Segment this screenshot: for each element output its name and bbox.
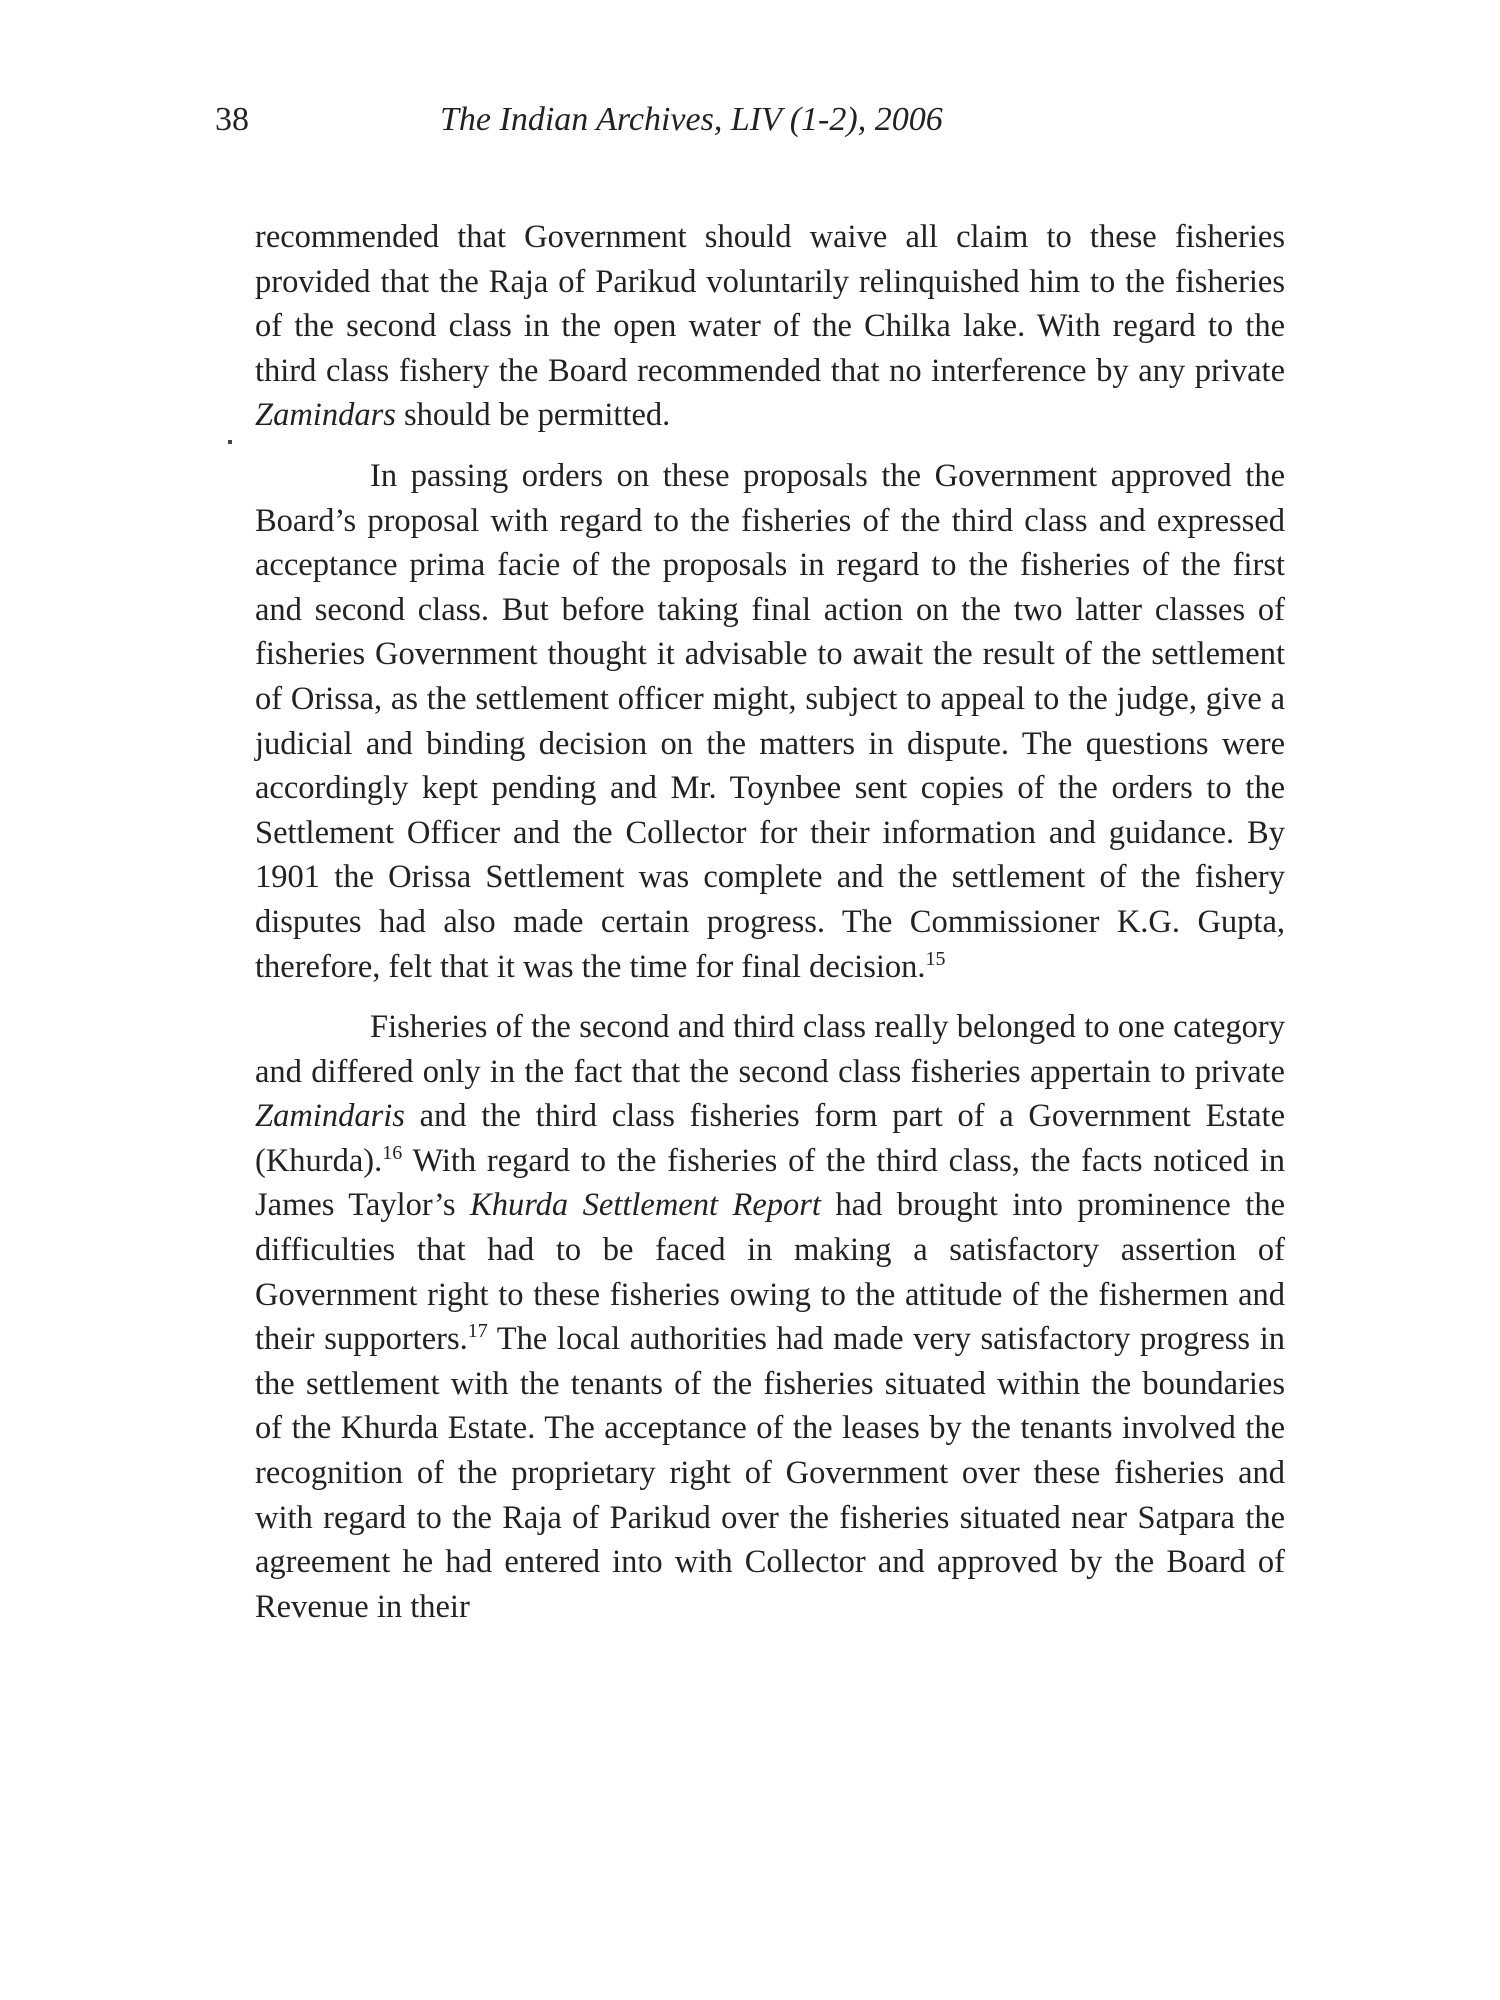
running-title: The Indian Archives, LIV (1-2), 2006 xyxy=(440,101,943,138)
margin-mark xyxy=(228,440,232,444)
paragraph-2 xyxy=(255,454,1285,989)
footnote-ref-15[interactable]: 15 xyxy=(925,947,946,970)
paragraph-text: In passing orders on these proposals the Government approved the Board’s proposal with regard to the fisheries of the third class and expressed acceptance prima facie of the proposals in regard to the fisheries of the first and second class. But before taking final action on the two latter classes of fisheries Government thought it advisable to await the result of the settlement of Orissa, as the settlement officer might, subject to appeal to the judge, give a judicial and binding decision on the matters in dispute. The questions were accordingly kept pending and Mr. Toynbee sent copies of the orders to the Settlement Officer and the Collector for their information and guidance. By 1901 the Orissa Settlement was complete and the settlement of the fishery disputes had also made certain progress. The Commissioner K.G. Gupta, therefore, felt that it was the time for final decision. xyxy=(255,457,1285,985)
article-body xyxy=(255,215,1285,1645)
paragraph-3 xyxy=(255,1005,1285,1629)
paragraph-text: Fisheries of the second and third class really belonged to one category and differed only in the fact that the second class fisheries appertain to private xyxy=(255,1009,1285,1090)
italic-term: Zamindaris xyxy=(255,1098,405,1135)
paragraph-1 xyxy=(255,215,1285,438)
paragraph-text: had brought into prominence the difficulties that had to be faced in making a satisfactory assertion of Government right to these fisheries owing to the attitude of the fishermen and their supporters. xyxy=(255,1187,1285,1358)
paragraph-text: should be permitted. xyxy=(395,397,671,434)
paragraph-text: The local authorities had made very satisfactory progress in the settlement with the tenants of the fisheries situated within the boundaries of the Khurda Estate. The acceptance of the leases by the tenants involved the recognition of the proprietary right of Government over these fisheries and with regard to the Raja of Parikud over the fisheries situated near Satpara the agreement he had entered into with Collector and approved by the Board of Revenue in their xyxy=(255,1321,1285,1625)
paragraph-text: With regard to the fisheries of the third class, the facts noticed in James Taylor’s xyxy=(255,1142,1285,1224)
footnote-ref-16[interactable]: 16 xyxy=(382,1142,403,1165)
footnote-ref-17[interactable]: 17 xyxy=(467,1320,488,1343)
italic-title: Khurda Settlement Report xyxy=(470,1187,821,1224)
paragraph-text: recommended that Government should waive all claim to these fisheries provided that the Raja of Parikud voluntarily relinquished him to the fisheries of the second class in the open water of the Chilka lake. With regard to the third class fishery the Board recommended that no interference by any private xyxy=(255,219,1285,389)
paragraph-text: and the third class fisheries form part of a Government Estate (Khurda). xyxy=(255,1098,1285,1179)
page-number: 38 xyxy=(215,101,249,138)
italic-term: Zamindars xyxy=(255,397,396,434)
